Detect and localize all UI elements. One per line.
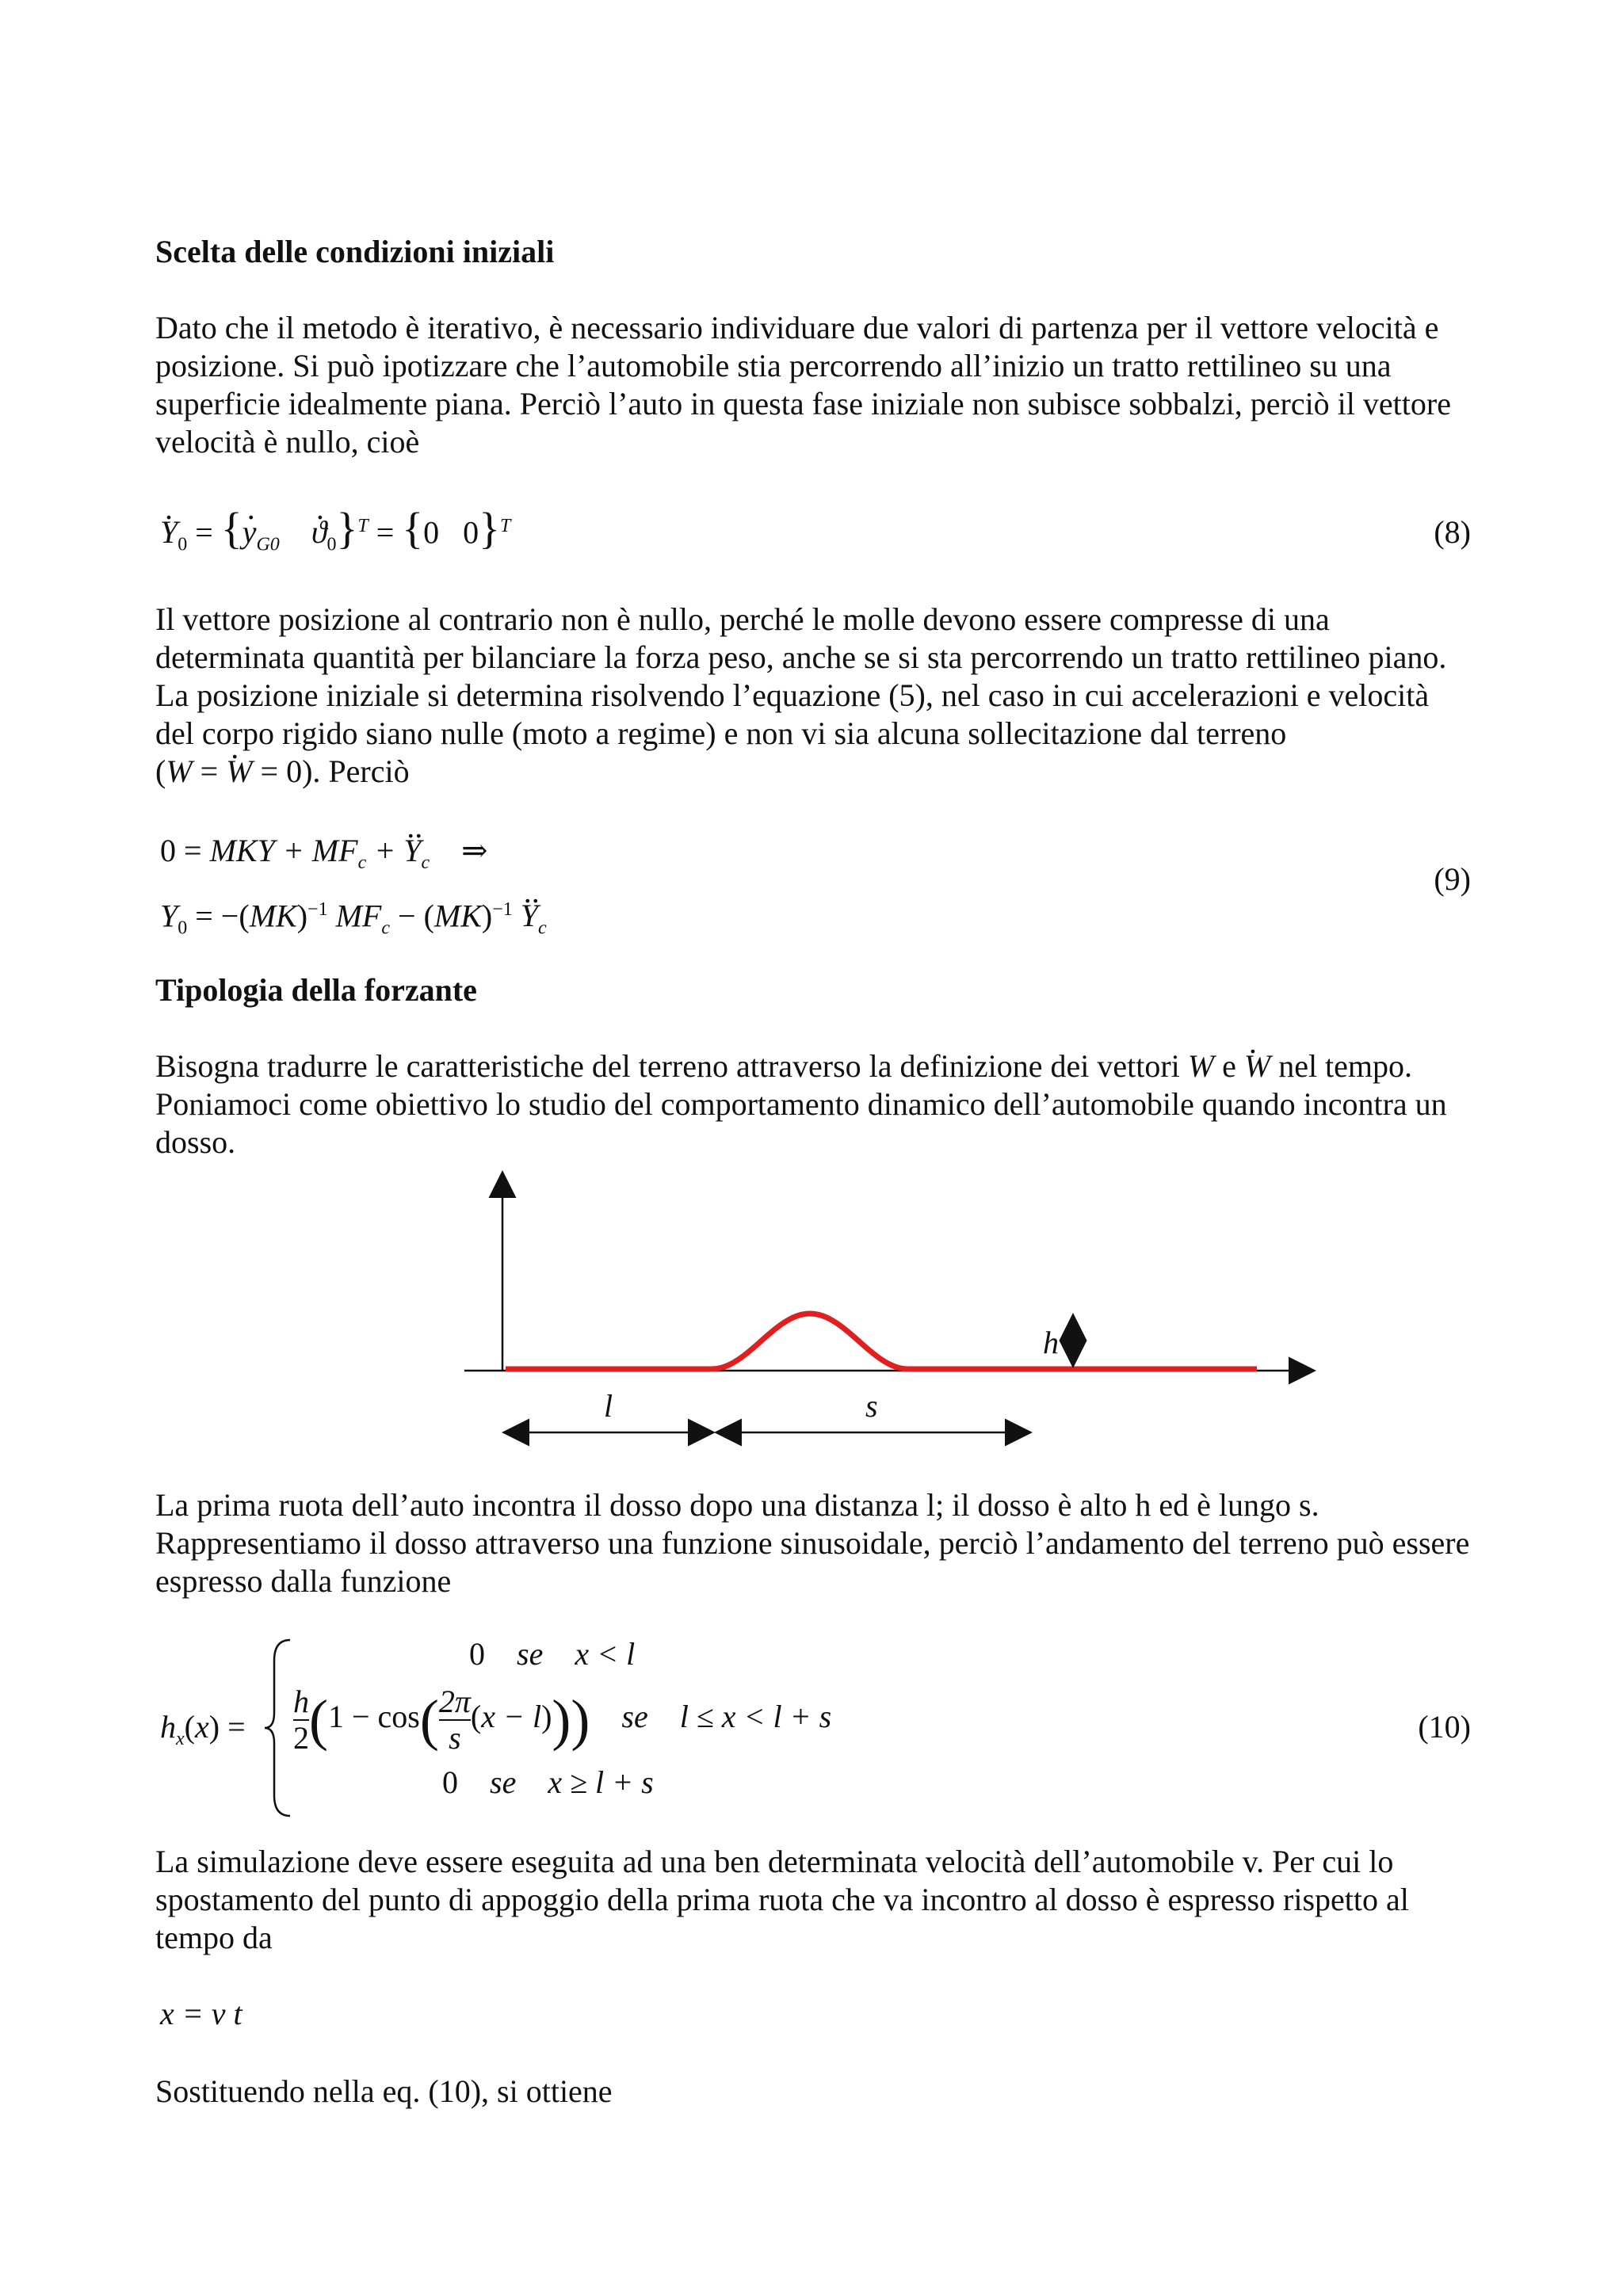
- equation-x-vt: x = v t: [160, 1996, 242, 2031]
- equation-9-number: (9): [1434, 861, 1471, 897]
- bump-figure: [464, 1165, 1336, 1450]
- paragraph-bump-description: La prima ruota dell’auto incontra il dosso dopo una distanza l; il dosso è alto h ed è lungo s. Rappresentiamo il dosso attraverso una funzione sinusoidale, perciò l’andamento del terreno può essere espresso dalla funzione: [155, 1487, 1470, 1599]
- paragraph-forcing: Bisogna tradurre le caratteristiche del terreno attraverso la definizione dei vettori W e . W nel tempo. Poniamoci come obiettivo lo studio del comportamento dinamico dell’automobile quando incontra un dosso.: [155, 1047, 1471, 1161]
- paragraph-forcing-part-a: Bisogna tradurre le caratteristiche del terreno attraverso la definizione dei vettori: [155, 1048, 1180, 1084]
- paragraph-initial-position-text: Il vettore posizione al contrario non è nullo, perché le molle devono essere compresse di una determinata quantità per bilanciare la forza peso, anche se si sta percorrendo un tratto rettilineo piano. La posizione iniziale si determina risolvendo l’equazione (5), nel caso in cui accelerazioni e velocità del corpo rigido siano nulle (moto a regime) e non vi sia alcuna sollecitazione dal terreno: [155, 601, 1447, 751]
- paragraph-speed: La simulazione deve essere eseguita ad una ben determinata velocità dell’automobile v. Per cui lo spostamento del punto di appoggio della prima ruota che va incontro al dosso è espresso rispetto al tempo da: [155, 1844, 1409, 1955]
- label-h: h: [1043, 1325, 1059, 1360]
- paragraph-initial-position: [155, 601, 1471, 753]
- equation-8: . $Y_0$ = {. $y_{G0}$ . $ϑ_0\}^T = \{0$ 0}$^T$: [160, 507, 510, 563]
- equation-9-line-2: $Y_0 = -(MK)^{-1}$ $MF_c - (MK)^{-1}$ .. $Y_c$: [160, 891, 547, 947]
- equation-8-number: (8): [1434, 514, 1471, 550]
- paragraph-initial-position-tail: (W = . W = 0). Perciò: [155, 753, 1471, 791]
- equation-10-case-2: $\frac{h}{2}$ (1 − cos( $\frac{2\pi}{s}$ (x − l))) se l ≤ x < l + s: [293, 1684, 832, 1756]
- equation-10-brace: [262, 1637, 293, 1819]
- section-heading-forcing-type: Tipologia della forzante: [155, 972, 477, 1008]
- paragraph-initial-velocity: Dato che il metodo è iterativo, è necessario individuare due valori di partenza per il vettore velocità e posizione. Si può ipotizzare che l’automobile stia percorrendo all’inizio un tratto rettilineo su una superficie idealmente piana. Perciò l’auto in questa fase iniziale non subisce sobbalzi, perciò il vettore velocità è nullo, cioè: [155, 310, 1451, 460]
- paragraph-forcing-part-b: nel tempo. Poniamoci come obiettivo lo studio del comportamento dinamico dell’automobile quando incontra un dosso.: [155, 1048, 1447, 1160]
- section-heading-initial-conditions: Scelta delle condizioni iniziali: [155, 234, 555, 269]
- paragraph-forcing-and: e: [1222, 1048, 1236, 1084]
- equation-10-case-1: 0 se x < l: [469, 1636, 636, 1672]
- label-l: l: [604, 1388, 613, 1424]
- label-s: s: [865, 1388, 878, 1424]
- equation-10: [160, 1629, 1476, 1819]
- paragraph-tail-text: ). Perciò: [302, 753, 410, 789]
- equation-9-line-1: 0 = MKY + $MF_c$ + .. $Y_c$ ⇒: [160, 832, 488, 882]
- equation-10-case-3: 0 se x ≥ l + s: [442, 1764, 654, 1800]
- paragraph-substitution: Sostituendo nella eq. (10), si ottiene: [155, 2073, 613, 2109]
- road-profile-curve: [506, 1314, 1257, 1369]
- equation-10-number: (10): [1418, 1709, 1471, 1745]
- equation-10-lhs: $h_x(x)$ =: [160, 1709, 246, 1749]
